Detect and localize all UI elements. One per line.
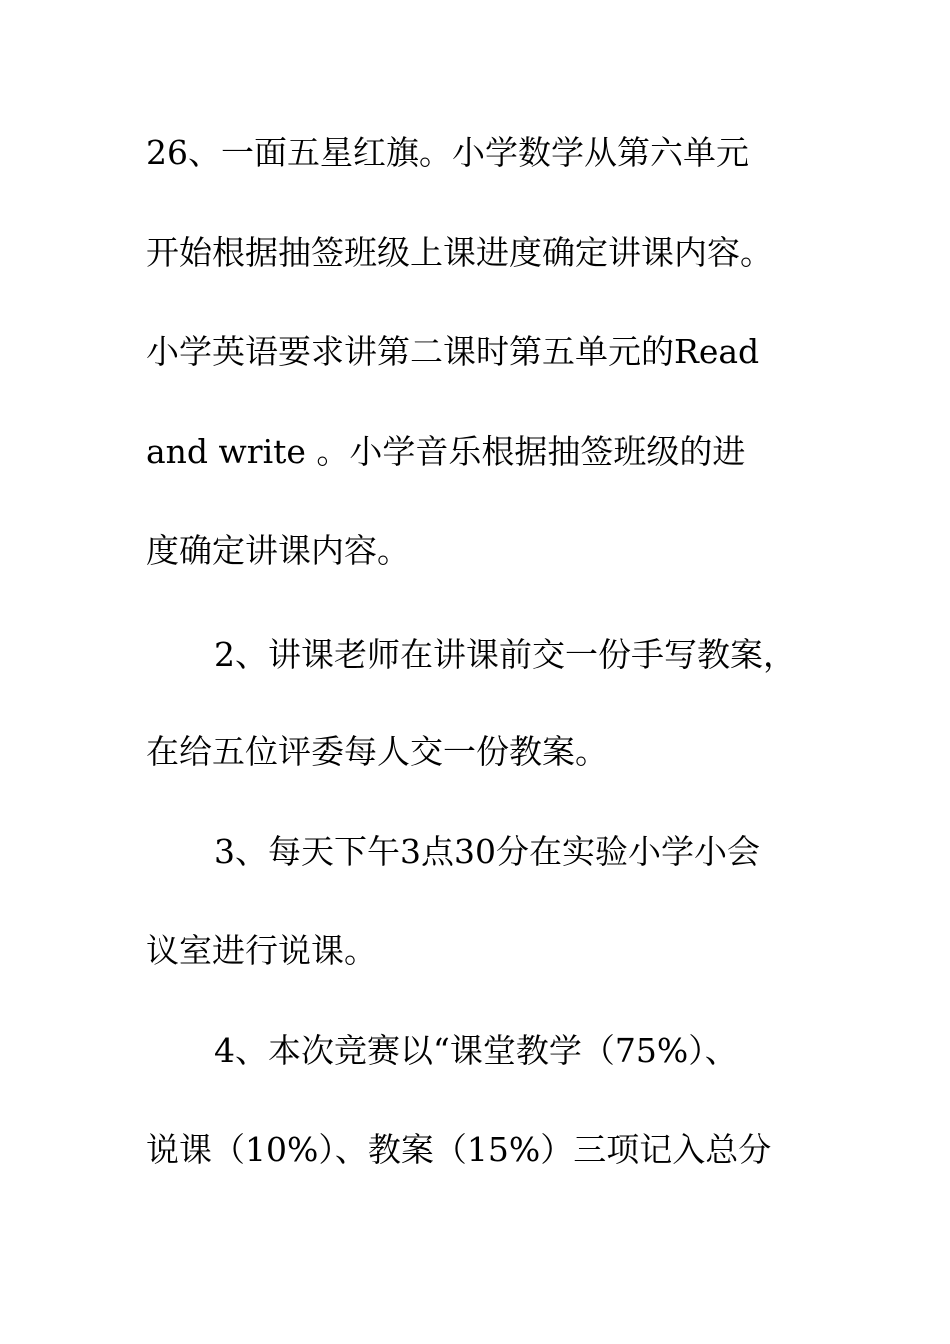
text-line: 小学英语要求讲第二课时第五单元的Read	[146, 332, 760, 371]
text-line: and write 。小学音乐根据抽签班级的进	[146, 432, 746, 471]
paragraph-item-2: 2、讲课老师在讲课前交一份手写教案，	[214, 635, 796, 674]
paragraph-item-4: 4、本次竞赛以“课堂教学（75%）、	[214, 1031, 738, 1070]
text-line: 26、一面五星红旗。小学数学从第六单元	[146, 133, 749, 172]
text-line: 开始根据抽签班级上课进度确定讲课内容。	[146, 233, 773, 272]
text-line: 度确定讲课内容。	[146, 531, 410, 570]
text-line: 在给五位评委每人交一份教案。	[146, 732, 608, 771]
paragraph-item-3: 3、每天下午3点30分在实验小学小会	[214, 832, 760, 871]
text-line: 说课（10%）、教案（15%）三项记入总分	[146, 1130, 772, 1169]
text-line: 议室进行说课。	[146, 931, 377, 970]
